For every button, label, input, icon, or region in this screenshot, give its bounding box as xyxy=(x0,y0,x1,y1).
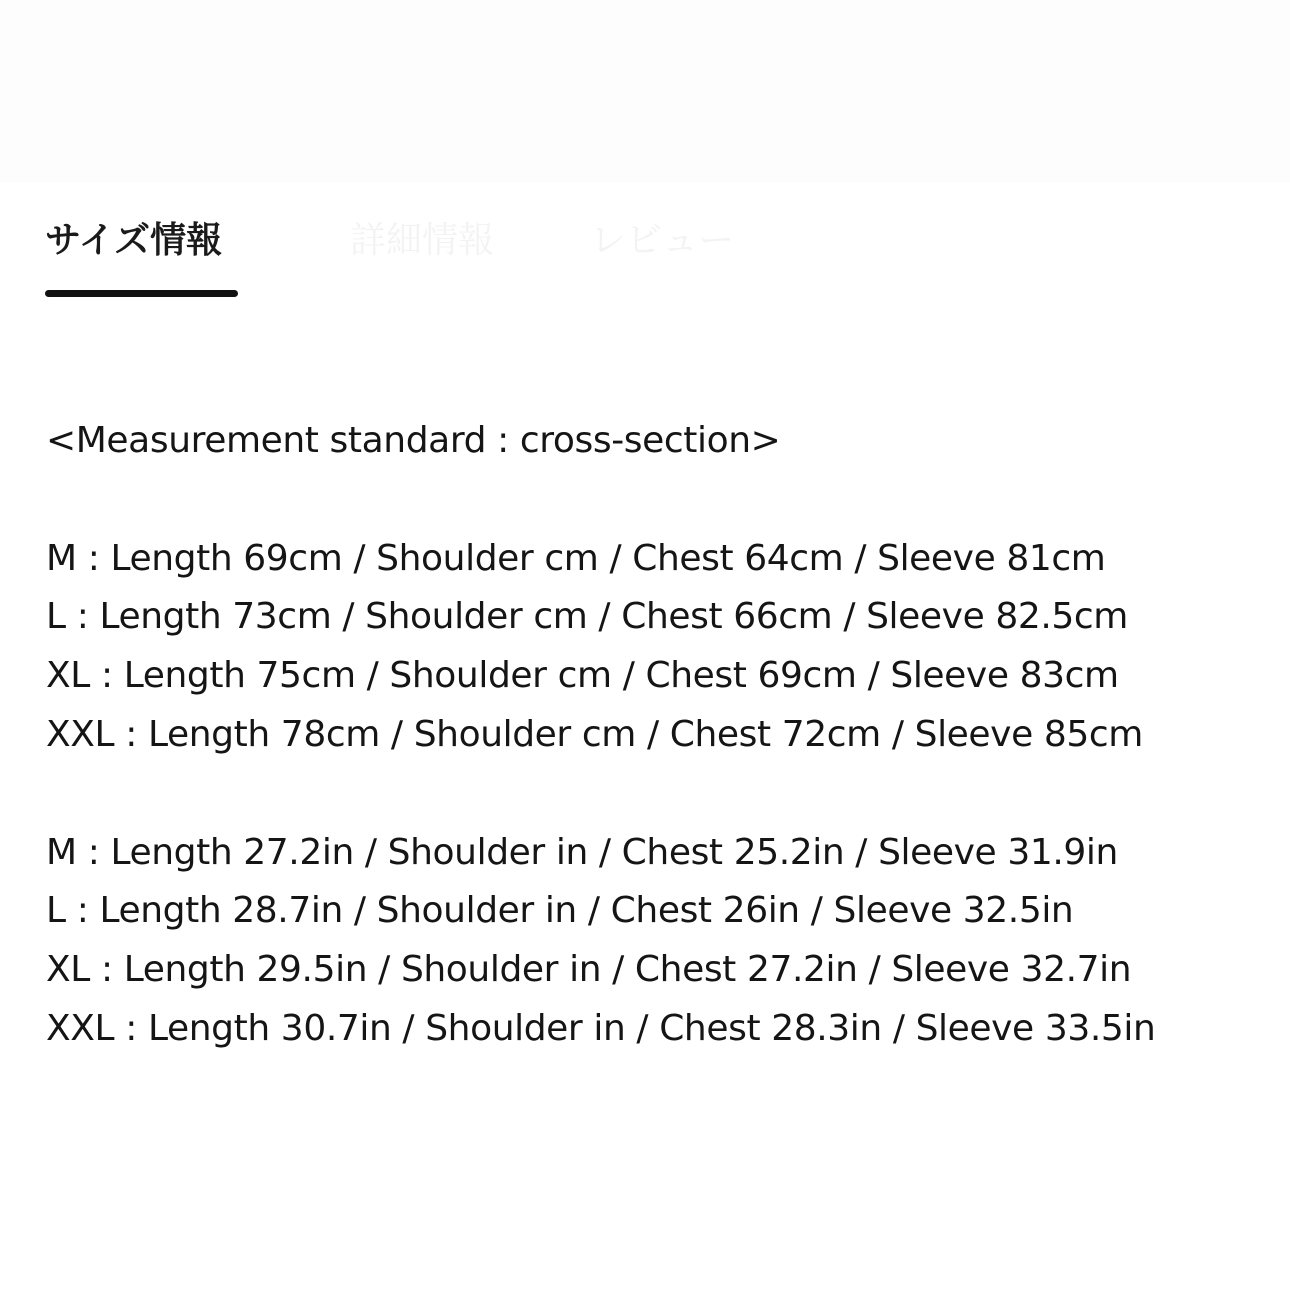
size-row-cm-xxl: XXL : Length 78cm / Shoulder cm / Chest 72cm / Sleeve 85cm xyxy=(46,713,1143,755)
spacer xyxy=(46,765,1276,824)
tab-details[interactable]: 詳細情報 xyxy=(350,220,495,261)
tab-size-info[interactable]: サイズ情報 xyxy=(45,220,223,261)
top-blank-area xyxy=(0,0,1290,183)
size-row-in-m: M : Length 27.2in / Shoulder in / Chest 25.2in / Sleeve 31.9in xyxy=(46,831,1118,873)
measurement-standard-note: <Measurement standard : cross-section> xyxy=(46,420,781,461)
size-row-in-l: L : Length 28.7in / Shoulder in / Chest 26in / Sleeve 32.5in xyxy=(46,890,1074,932)
size-info-content xyxy=(46,412,1276,1059)
spacer xyxy=(46,471,1276,530)
active-tab-underline xyxy=(45,290,238,297)
tab-bar xyxy=(0,183,1290,303)
size-row-cm-xl: XL : Length 75cm / Shoulder cm / Chest 69cm / Sleeve 83cm xyxy=(46,655,1119,697)
size-row-in-xxl: XXL : Length 30.7in / Shoulder in / Chest 28.3in / Sleeve 33.5in xyxy=(46,1007,1156,1049)
size-row-cm-l: L : Length 73cm / Shoulder cm / Chest 66cm / Sleeve 82.5cm xyxy=(46,596,1128,638)
tab-reviews[interactable]: レビュー xyxy=(590,220,735,261)
size-row-in-xl: XL : Length 29.5in / Shoulder in / Chest 27.2in / Sleeve 32.7in xyxy=(46,949,1132,991)
size-row-cm-m: M : Length 69cm / Shoulder cm / Chest 64cm / Sleeve 81cm xyxy=(46,537,1106,579)
